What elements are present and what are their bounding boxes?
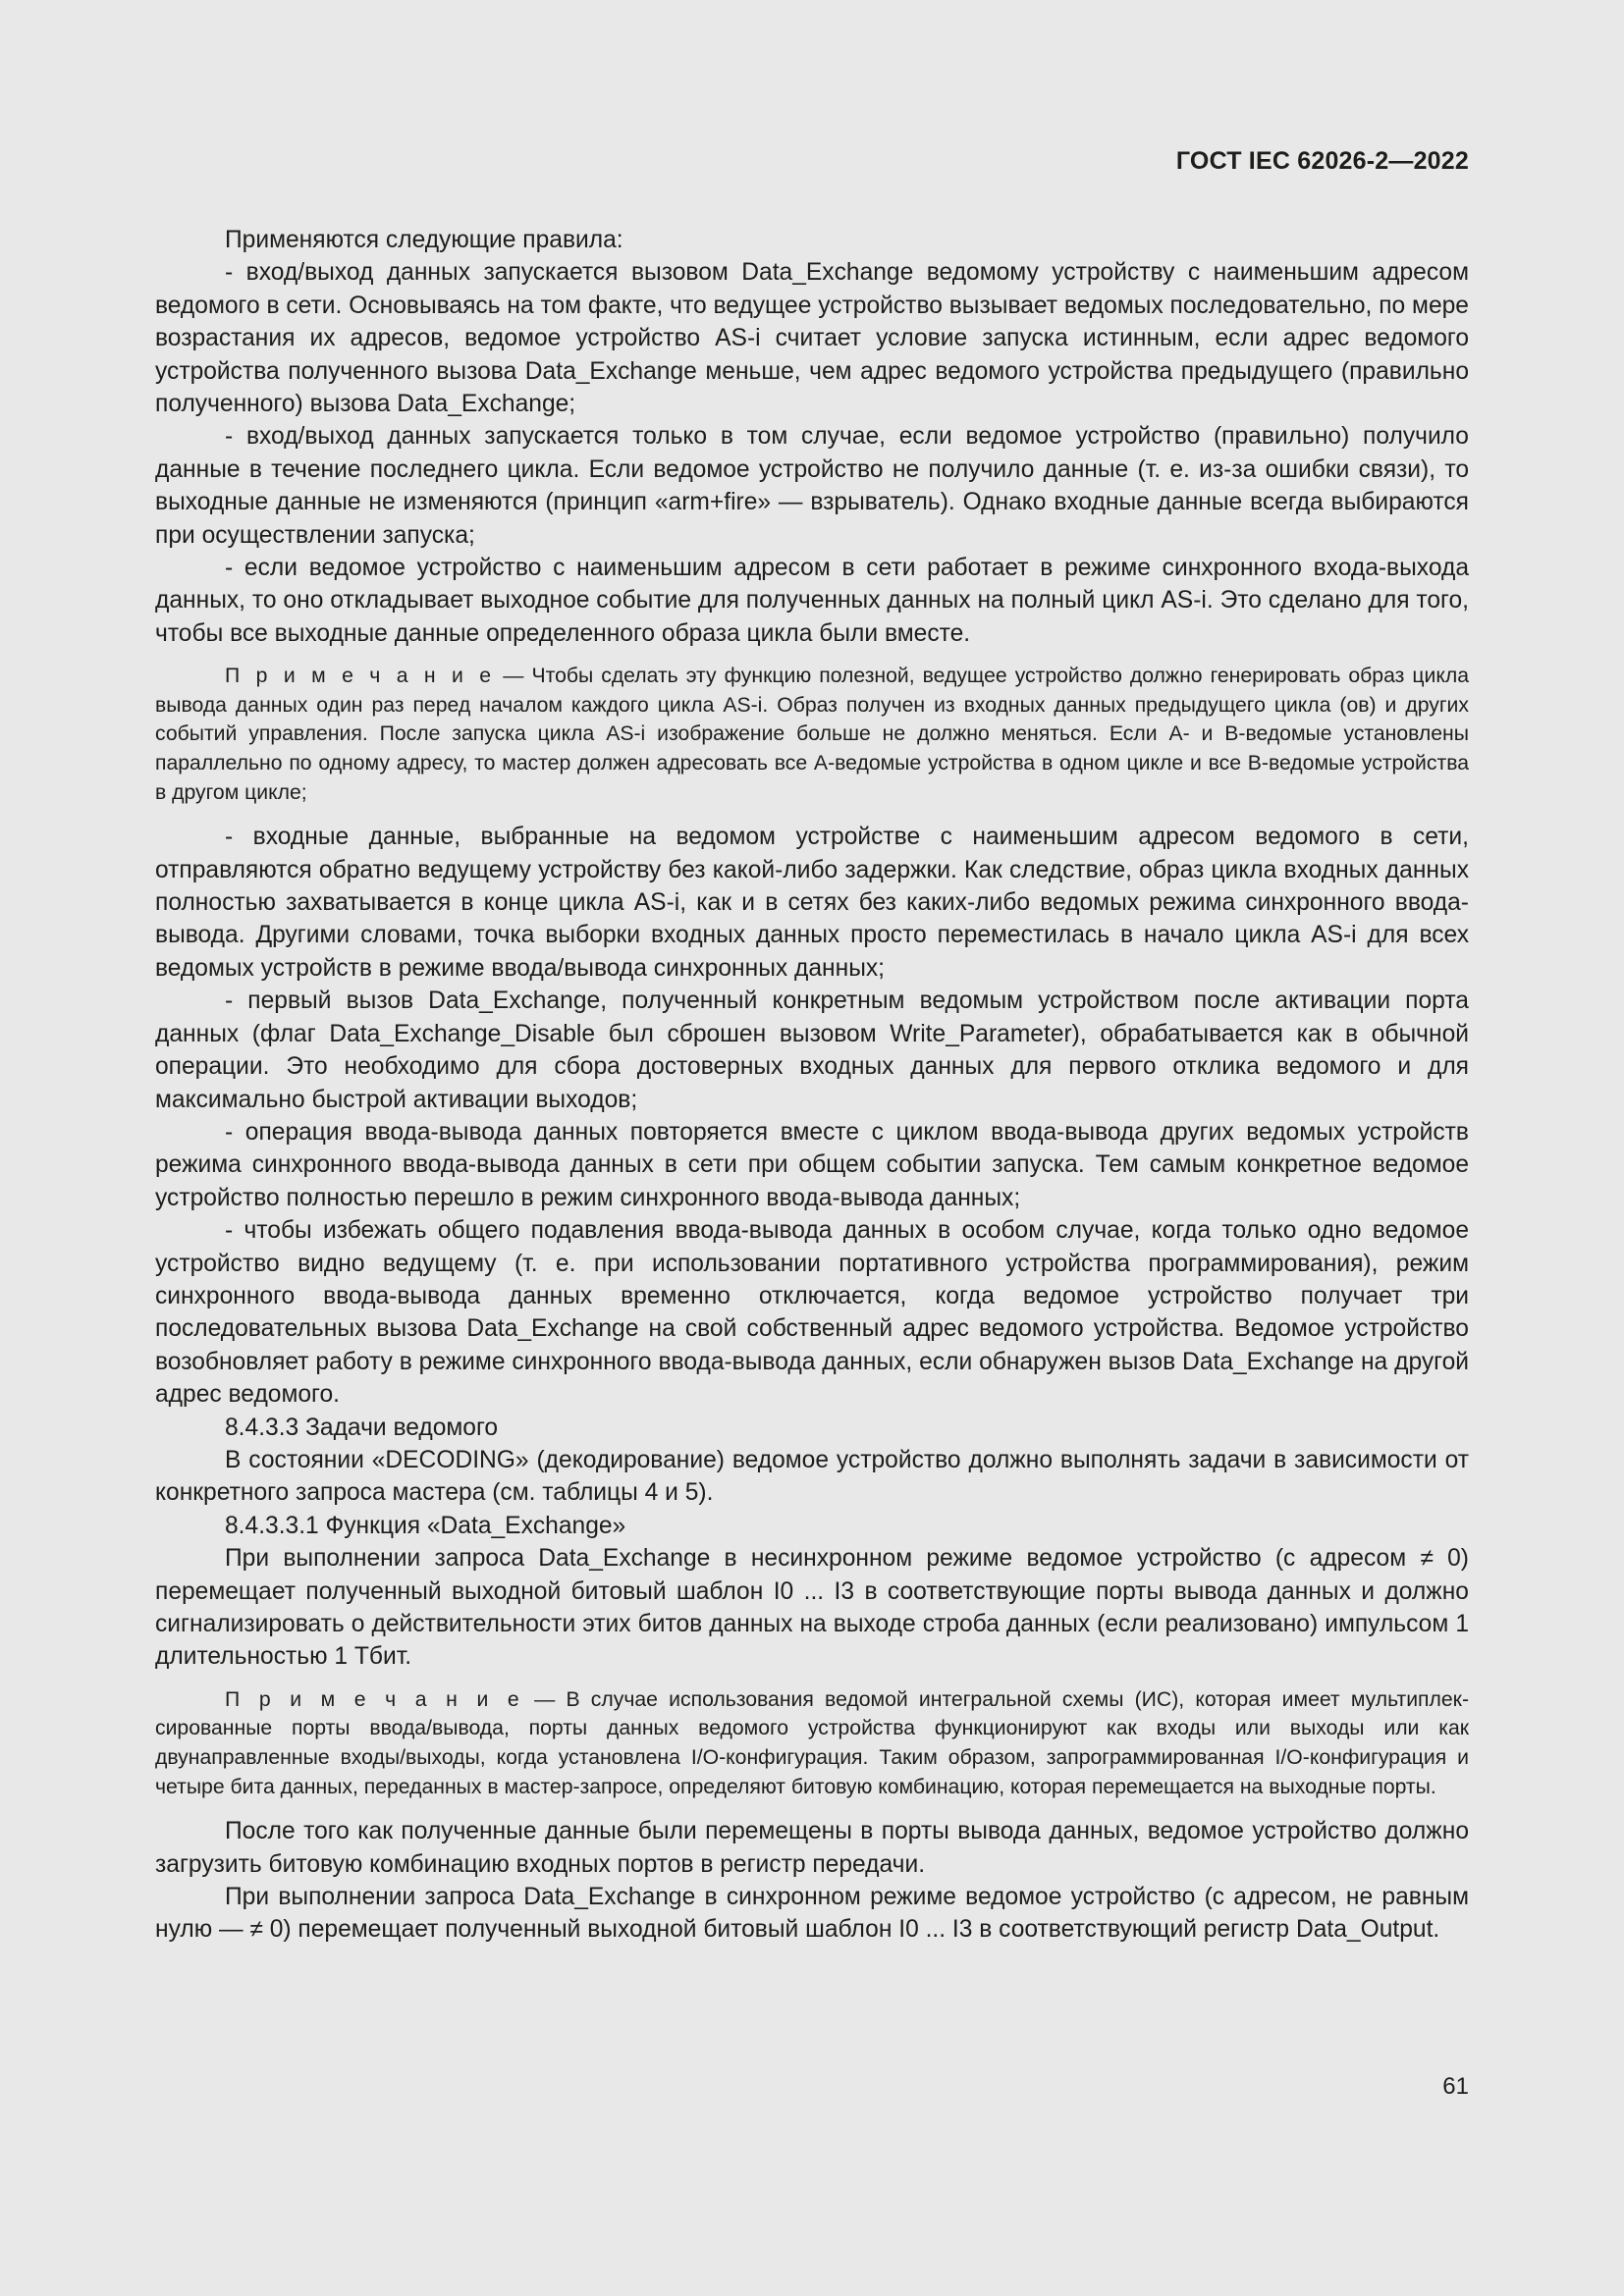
note-block	[155, 662, 1469, 807]
rule-item: - входные данные, выбранные на ведомом устройстве с наименьшим адресом ведомого в сети, отправляются обратно ведущему устройству без какой-либо задержки. Как следствие, образ цикла входных данных полностью захватывается в конце цикла AS-i, как и в сетях без каких-либо ведомых режима синхронного ввода-вывода. Другими словами, точка выборки входных данных просто переместилась в начало цикла AS-i для всех ведомых устройств в режиме ввода/вывода синхронных данных;	[155, 824, 1469, 982]
subsection-heading: 8.4.3.3.1 Функция «Data_Exchange»	[225, 1512, 626, 1539]
rule-item: - вход/выход данных запускается только в том случае, если ведомое устройство (правильно) получило данные в течение последнего цикла. Если ведомое устройство не получило данные (т. е. из-за ошибки связи), то выходные данные не изменяются (принцип «arm+fire» — взрыватель). Однако входные данные всегда выбираются при осуществлении запуска;	[155, 423, 1469, 549]
rule-item: - первый вызов Data_Exchange, полученный конкретным ведомым устройством после активации порта данных (флаг Data_Exchange_Disable был сброшен вызовом Write_Parameter), обрабатывается как в обычной операции. Это необходимо для сбора достоверных входных данных для первого отклика ведомого и для максимально быстрой активации выходов;	[155, 988, 1469, 1113]
section-heading: 8.4.3.3 Задачи ведомого	[225, 1414, 499, 1441]
rule-item: - операция ввода-вывода данных повторяется вместе с циклом ввода-вывода других ведомых устройств режима синхронного ввода-вывода данных в сети при общем событии запуска. Тем самым конкретное ведомое устройство полностью перешло в режим синхронного ввода-вывода данных;	[155, 1118, 1469, 1211]
body-paragraph: При выполнении запроса Data_Exchange в синхронном режиме ведомое устройство (с адресом, не равным нулю — ≠ 0) перемещает полученный выходной битовый шаблон I0 ... I3 в соответствующий регистр Data_Output.	[155, 1884, 1469, 1944]
rule-item: - вход/выход данных запускается вызовом Data_Exchange ведомому устройству с наименьшим адресом ведомого в сети. Основываясь на том факте, что ведущее устройство вызывает ведомых последовательно, по мере возрастания их адресов, ведомое устройство AS-i считает условие запуска истинным, если адрес ведомого устройства полученного вызова Data_Exchange меньше, чем адрес ведомого устройства предыдущего (правильно полученного) вызова Data_Exchange;	[155, 259, 1469, 418]
body-paragraph: В состоянии «DECODING» (декодирование) ведомое устройство должно выполнять задачи в зависимости от конкретного запроса мастера (см. таблицы 4 и 5).	[155, 1446, 1469, 1507]
rule-item: - чтобы избежать общего подавления ввода-вывода данных в особом случае, когда только одно ведомое устройство видно ведущему (т. е. при использовании портативного устройства программирования), режим синхронного ввода-вывода данных временно отключается, когда ведомое устройство получает три последовательных вызова Data_Exchange на свой собственный адрес ведомого устройства. Ведомое устройство возобновляет работу в режиме синхронного ввода-вывода данных, если обнаружен вызов Data_Exchange на другой адрес ведомого.	[155, 1217, 1469, 1409]
body-paragraph: После того как полученные данные были перемещены в порты вывода данных, ведомое устройство должно загрузить битовую комбинацию входных портов в регистр передачи.	[155, 1818, 1469, 1878]
note-label: П р и м е ч а н и е	[225, 1687, 523, 1711]
note-text: — Чтобы сделать эту функцию полезной, ведущее устройство должно генерировать образ цикла вывода данных один раз перед началом каждого цикла AS-i. Образ получен из входных данных предыдущего цикла (ов) и других событий управления. После запуска цикла AS-i изображение больше не должно меняться. Если A- и B-ведомые установлены параллельно по одному адресу, то мастер должен адресовать все A-ведомые устройства в одном цикле и все B-ведомые устройства в другом цикле;	[155, 665, 1469, 804]
rule-item: - если ведомое устройство с наименьшим адресом в сети работает в режиме синхронного входа-выхода данных, то оно откладывает выходное событие для полученных данных на полный цикл AS-i. Это сделано для того, чтобы все выходные данные определенного образа цикла были вместе.	[155, 555, 1469, 647]
rules-intro: Применяются следующие правила:	[225, 227, 623, 253]
main-content	[155, 224, 1469, 1947]
note-block	[155, 1685, 1469, 1801]
standard-designation: ГОСТ IEC 62026-2—2022	[1175, 147, 1469, 175]
page-number: 61	[1442, 2073, 1469, 2100]
note-label: П р и м е ч а н и е	[225, 665, 496, 688]
body-paragraph: При выполнении запроса Data_Exchange в несинхронном режиме ведомое устройство (с адресом ≠ 0) перемещает полученный выходной битовый шаблон I0 ... I3 в соответствующие порты вывода данных и должно сигнализировать о действительности этих битов данных на выходе строба данных (если реализовано) импульсом 1 длительностью 1 Tбит.	[155, 1545, 1469, 1671]
note-text: — В случае использования ведомой интегральной схемы (ИС), которая имеет мультиплексированные порты ввода/вывода, порты данных ведомого устройства функционируют как входы или выходы или как двунаправленные входы/выходы, когда установлена I/O-конфигурация. Таким образом, запрограммированная I/O-конфигурация и четыре бита данных, переданных в мастер-запросе, определяют битовую комбинацию, которая перемещается на выходные порты.	[155, 1687, 1469, 1798]
